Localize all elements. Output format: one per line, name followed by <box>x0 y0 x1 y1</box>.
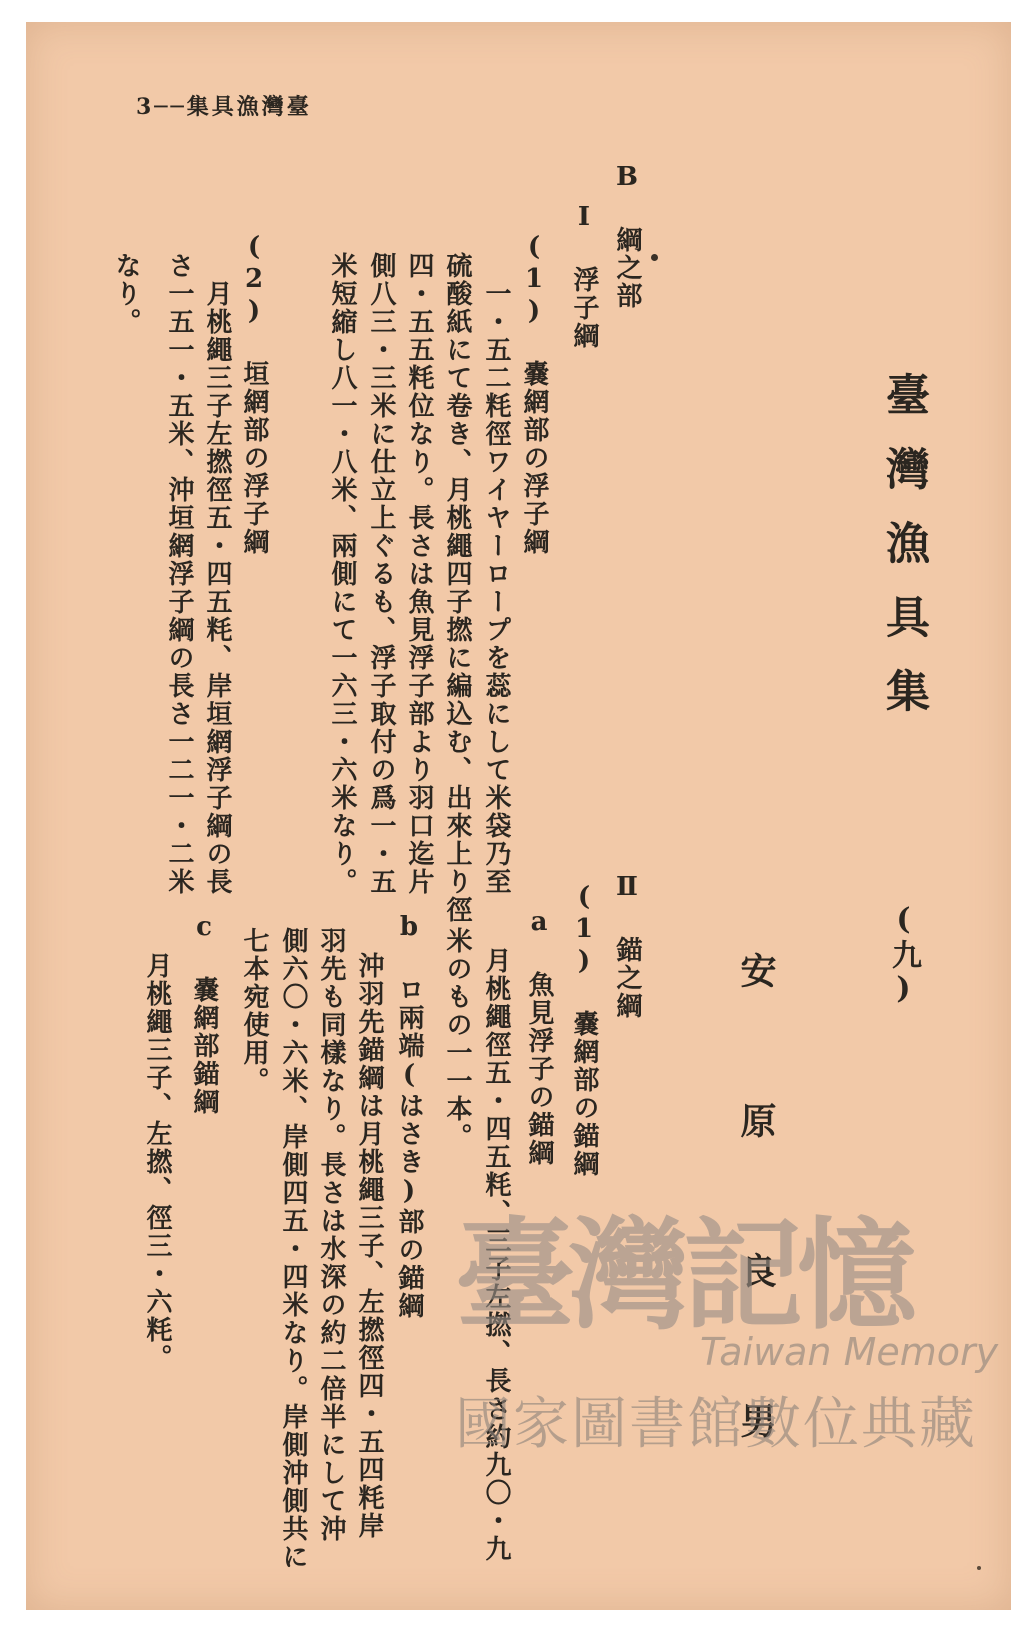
author-name: 安 原 良 男 <box>735 952 777 1474</box>
text-column-23: c 嚢網部錨綱 <box>189 912 219 1116</box>
text-column-7: 側八三・三米に仕立上ぐるも、浮子取付の爲一・五 <box>366 252 396 896</box>
running-header: 3──集具漁灣臺 <box>136 94 312 120</box>
watermark-english: Taiwan Memory <box>700 1330 999 1374</box>
text-column-20: 羽先も同樣なり。長さは水深の約二倍半にして沖 <box>316 927 346 1543</box>
text-column-13: Ⅱ 錨之綱 <box>612 872 642 1020</box>
text-column-22: 七本宛使用。 <box>239 927 269 1095</box>
watermark-chinese: 國家圖書館數位典藏 <box>455 1392 977 1457</box>
article-title: 臺灣漁具集 <box>878 372 929 742</box>
ornament-dot <box>651 254 658 261</box>
text-column-16: 月桃繩徑五・四五粍、三子左撚、長さ約九〇・九 <box>481 947 511 1563</box>
text-column-1: B 綱之部 <box>612 162 642 310</box>
text-column-12: なり。 <box>111 252 141 336</box>
text-column-3: (1) 嚢網部の浮子綱 <box>519 232 549 556</box>
volume-number: (九) <box>886 902 921 1008</box>
text-column-21: 側六〇・六米、岸側四五・四米なり。岸側沖側共に <box>278 927 308 1571</box>
watermark-logo: 臺灣記憶 <box>455 1205 911 1346</box>
text-column-11: さ一五一・五米、沖垣網浮子綱の長さ一二一・二米 <box>164 252 194 896</box>
text-column-5: 硫酸紙にて卷き、月桃繩四子撚に編込む、出來上り徑 <box>442 252 472 924</box>
text-column-2: Ⅰ 浮子綱 <box>569 202 599 350</box>
text-column-18: b ロ兩端(はさき)部の錨綱 <box>394 912 424 1320</box>
text-column-10: 月桃繩三子左撚徑五・四五粍、岸垣網浮子綱の長 <box>202 280 232 896</box>
paper-speck <box>977 1566 981 1570</box>
text-column-24: 月桃繩三子、左撚、徑三・六粍。 <box>142 952 172 1372</box>
text-column-9: (2) 垣網部の浮子綱 <box>239 232 269 556</box>
text-column-17: 米のもの一一本。 <box>442 927 472 1151</box>
text-column-15: a 魚見浮子の錨綱 <box>524 907 554 1167</box>
text-column-4: 一・五二粍徑ワイヤーロープを蕊にして米袋乃至 <box>481 280 511 896</box>
text-column-8: 米短縮し八一・八米、兩側にて一六三・六米なり。 <box>327 252 357 896</box>
text-column-19: 沖羽先錨綱は月桃繩三子、左撚徑四・五四粍岸 <box>354 952 384 1540</box>
taiwan-memory-watermark <box>455 1180 1015 1480</box>
text-column-14: (1) 嚢網部の錨綱 <box>569 882 599 1178</box>
text-column-6: 四・五五粍位なり。長さは魚見浮子部より羽口迄片 <box>404 252 434 896</box>
